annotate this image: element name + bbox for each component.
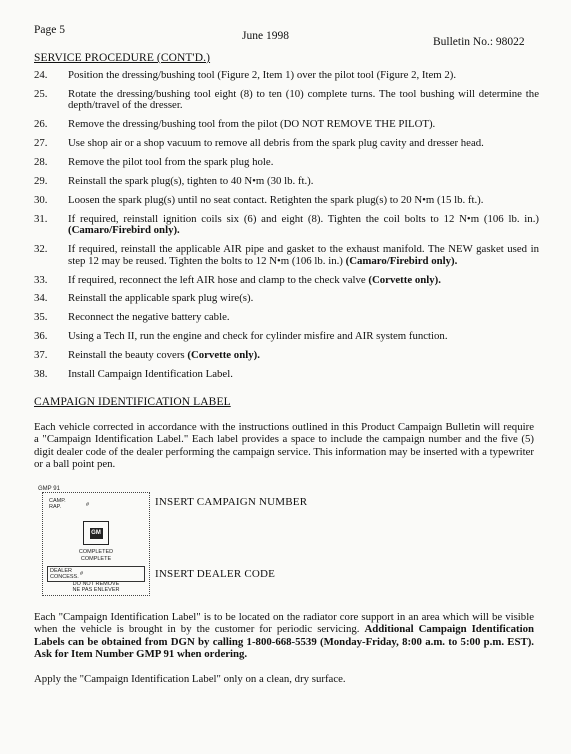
- label-dealer-fr: CONCESS.: [50, 574, 79, 580]
- step-number: 25.: [34, 87, 48, 100]
- step-item: [34, 369, 539, 381]
- campaign-label-intro: Each vehicle corrected in accordance with the instructions outlined in this Product Campaign Bulletin will require a "Campaign Identification Label." Each label provides a space to include the campaign number and the five (5) digit dealer code of the dealer performing the campaign service. This information may be inserted with a typewriter or a ball point pen.: [34, 421, 534, 471]
- step-number: 27.: [34, 137, 48, 150]
- page-number: Page 5: [34, 24, 65, 36]
- step-text: [68, 293, 539, 305]
- step-number: 37.: [34, 349, 48, 362]
- campaign-label-graphic: [38, 486, 150, 596]
- label-ordering-text: Additional Campaign Identification Labels can be obtained from DGN by calling 1-800-668-5539 (Monday-Friday, 8:00 a.m. to 5:00 p.m. EST). Ask for Item Number GMP 91 when ordering.: [34, 623, 534, 661]
- step-text-plain: Remove the pilot tool from the spark plug hole.: [68, 156, 274, 169]
- step-number: 38.: [34, 367, 48, 380]
- step-item: [34, 214, 539, 237]
- step-text-plain: If required, reconnect the left AIR hose and clamp to the check valve: [68, 273, 369, 286]
- label-do-not-remove: [43, 581, 149, 593]
- step-text-plain: Rotate the dressing/bushing tool eight (8) to ten (10) complete turns. The tool bushing will determine the depth/travel of the dresser.: [68, 87, 539, 112]
- label-dealer-field: [47, 566, 145, 582]
- label-location-text: Each "Campaign Identification Label" is to be located on the radiator core support in an area which will be visible when the vehicle is brought in by the customer for periodic servicing.: [34, 611, 534, 636]
- label-completed: [43, 549, 149, 562]
- step-text-plain: If required, reinstall ignition coils six (6) and eight (8). Tighten the coil bolts to 12 N•m (106 lb. in.): [68, 212, 539, 225]
- step-text: [68, 214, 539, 237]
- step-text: [68, 244, 539, 267]
- step-item: [34, 89, 539, 112]
- step-item: [34, 312, 539, 324]
- label-apply-paragraph: Apply the "Campaign Identification Label" only on a clean, dry surface.: [34, 673, 346, 685]
- step-text-plain: Reinstall the applicable spark plug wire(s).: [68, 292, 254, 305]
- step-item: [34, 350, 539, 362]
- bulletin-number: Bulletin No.: 98022: [433, 36, 525, 48]
- step-text: [68, 312, 539, 324]
- step-number: 24.: [34, 69, 48, 81]
- step-number: 35.: [34, 311, 48, 324]
- step-text: [68, 369, 539, 381]
- step-item: [34, 293, 539, 305]
- service-procedure-title: SERVICE PROCEDURE (CONT'D.): [34, 52, 211, 64]
- campaign-label-title: CAMPAIGN IDENTIFICATION LABEL: [34, 396, 231, 408]
- procedure-steps: [34, 70, 539, 388]
- step-item: [34, 157, 539, 169]
- label-donot-en: DO NOT REMOVE: [72, 581, 120, 587]
- label-completed-en: COMPLETED: [78, 549, 114, 555]
- step-text-plain: Using a Tech II, run the engine and check for cylinder misfire and AIR system function.: [68, 330, 448, 343]
- label-camp-field: [49, 498, 66, 510]
- step-text: [68, 119, 539, 131]
- step-text-bold: (Camaro/Firebird only).: [345, 254, 458, 267]
- step-text-plain: Reconnect the negative battery cable.: [68, 311, 230, 324]
- step-item: [34, 275, 539, 287]
- step-text: [68, 275, 539, 287]
- step-text: [68, 138, 539, 150]
- label-camp-text: CAMP.: [49, 498, 66, 504]
- step-item: [34, 119, 539, 131]
- step-text-plain: Position the dressing/bushing tool (Figure 2, Item 1) over the pilot tool (Figure 2, Item 2).: [68, 69, 457, 81]
- step-text-plain: If required, reinstall the applicable AIR pipe and gasket to the exhaust manifold. The NEW gasket used in step 12 may be reused. Tighten the bolts to 12 N•m (106 lb. in.): [68, 243, 539, 267]
- step-item: [34, 176, 539, 188]
- step-text-plain: Install Campaign Identification Label.: [68, 367, 233, 380]
- step-item: [34, 70, 539, 82]
- step-number: 28.: [34, 156, 48, 169]
- step-text-bold: (Camaro/Firebird only).: [68, 224, 180, 237]
- step-text-plain: Loosen the spark plug(s) until no seat contact. Retighten the spark plug(s) to 20 N•m (15 lb. ft.).: [68, 193, 484, 206]
- label-donot-fr: NE PAS ENLEVER: [72, 587, 120, 593]
- label-completed-fr: COMPLETE: [80, 555, 112, 562]
- step-number: 31.: [34, 212, 48, 225]
- step-text-plain: Use shop air or a shop vacuum to remove all debris from the spark plug cavity and dresser head.: [68, 137, 484, 150]
- insert-dealer-code: INSERT DEALER CODE: [155, 568, 276, 580]
- label-part-number: GMP 91: [38, 486, 60, 492]
- label-hash: #: [86, 502, 90, 508]
- step-text: [68, 176, 539, 188]
- step-text-bold: (Corvette only).: [368, 273, 441, 286]
- label-rap-text: RAP.: [49, 504, 62, 510]
- step-number: 36.: [34, 330, 48, 343]
- label-location-paragraph: [34, 611, 534, 661]
- step-text-plain: Reinstall the spark plug(s), tighten to 40 N•m (30 lb. ft.).: [68, 174, 314, 187]
- step-text-bold: (Corvette only).: [187, 349, 260, 362]
- gm-logo-mark: GM: [90, 528, 103, 539]
- step-text: [68, 331, 539, 343]
- label-dealer-text: [50, 568, 79, 580]
- step-number: 30.: [34, 193, 48, 206]
- step-number: 34.: [34, 292, 48, 305]
- step-text: [68, 195, 539, 207]
- step-text-plain: Remove the dressing/bushing tool from the pilot (DO NOT REMOVE THE PILOT).: [68, 118, 436, 131]
- step-number: 26.: [34, 118, 48, 131]
- step-number: 29.: [34, 174, 48, 187]
- label-dealer-en: DEALER: [50, 568, 73, 574]
- step-text: [68, 70, 539, 82]
- step-item: [34, 331, 539, 343]
- gm-logo-icon: [83, 521, 109, 545]
- step-number: 33.: [34, 273, 48, 286]
- step-text-plain: Reinstall the beauty covers: [68, 349, 188, 362]
- insert-campaign-number: INSERT CAMPAIGN NUMBER: [155, 496, 308, 508]
- bulletin-date: June 1998: [242, 30, 289, 42]
- step-item: [34, 195, 539, 207]
- step-number: 32.: [34, 243, 48, 256]
- step-item: [34, 244, 539, 267]
- step-text: [68, 157, 539, 169]
- step-item: [34, 138, 539, 150]
- label-hash: #: [80, 571, 84, 577]
- step-text: [68, 89, 539, 112]
- step-text: [68, 350, 539, 362]
